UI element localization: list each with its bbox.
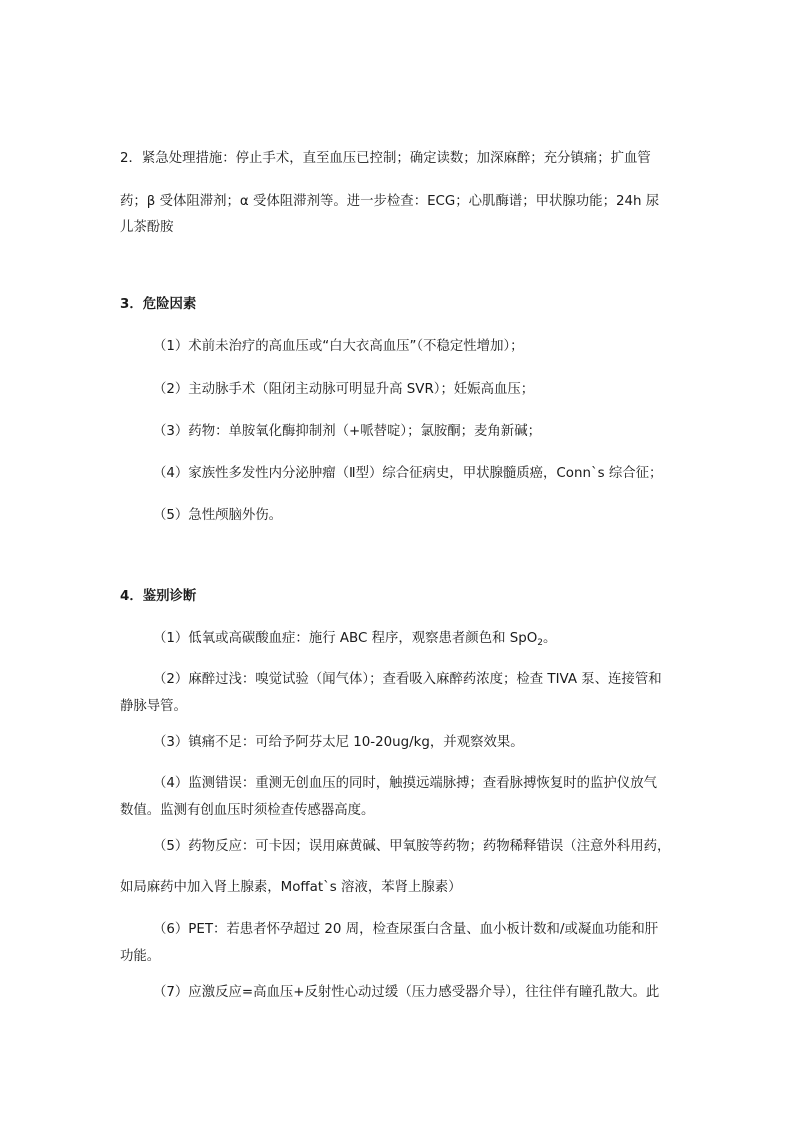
list-item: （3）药物：单胺氧化酶抑制剂（+哌替啶）；氯胺酮；麦角新碱； <box>153 424 541 439</box>
list-item <box>153 629 680 649</box>
paragraph-line: 静脉导管。 <box>120 699 187 714</box>
paragraph-line: 2．紧急处理措施：停止手术，直至血压已控制；确定读数；加深麻醉；充分镇痛；扩血管 <box>120 151 651 166</box>
list-item: （3）镇痛不足：可给予阿芬太尼 10-20ug/kg，并观察效果。 <box>153 735 524 750</box>
list-item: （1）术前未治疗的高血压或“白大衣高血压”（不稳定性增加）； <box>153 339 524 354</box>
list-item-text: 。 <box>543 631 557 646</box>
list-item: （6）PET：若患者怀孕超过 20 周，检查尿蛋白含量、血小板计数和/或凝血功能和肝 <box>153 922 659 937</box>
section-heading: 3．危险因素 <box>120 297 197 312</box>
section-heading: 4．鉴别诊断 <box>120 589 197 604</box>
list-item: （2）麻醉过浅：嗅觉试验（闻气体）；查看吸入麻醉药浓度；检查 TIVA 泵、连接管和 <box>153 672 662 687</box>
list-item-text: （1）低氧或高碳酸血症：施行 ABC 程序，观察患者颜色和 SpO <box>153 631 538 646</box>
paragraph-line: 功能。 <box>120 949 161 964</box>
list-item: （4）家族性多发性内分泌肿瘤（Ⅱ型）综合征病史，甲状腺髓质癌，Conn`s 综合征； <box>153 466 663 481</box>
list-item: （4）监测错误：重测无创血压的同时，触摸远端脉搏；查看脉搏恢复时的监护仪放气 <box>153 776 657 791</box>
paragraph-line: 儿茶酚胺 <box>120 220 174 235</box>
subscript: 2 <box>537 638 544 648</box>
list-item: （5）药物反应：可卡因；误用麻黄碱、甲氧胺等药物；药物稀释错误（注意外科用药， <box>153 839 671 854</box>
list-item: （7）应激反应=高血压+反射性心动过缓（压力感受器介导），往往伴有瞳孔散大。此 <box>153 985 660 1000</box>
paragraph-line: 数值。监测有创血压时须检查传感器高度。 <box>120 803 375 818</box>
list-item: （2）主动脉手术（阻闭主动脉可明显升高 SVR）；妊娠高血压； <box>153 382 535 397</box>
list-item: （5）急性颅脑外伤。 <box>153 508 283 523</box>
paragraph-line: 如局麻药中加入肾上腺素，Moffat`s 溶液，苯肾上腺素） <box>120 880 462 895</box>
paragraph-line: 药；β 受体阻滞剂；α 受体阻滞剂等。进一步检查：ECG；心肌酶谱；甲状腺功能；24h 尿 <box>120 194 660 209</box>
